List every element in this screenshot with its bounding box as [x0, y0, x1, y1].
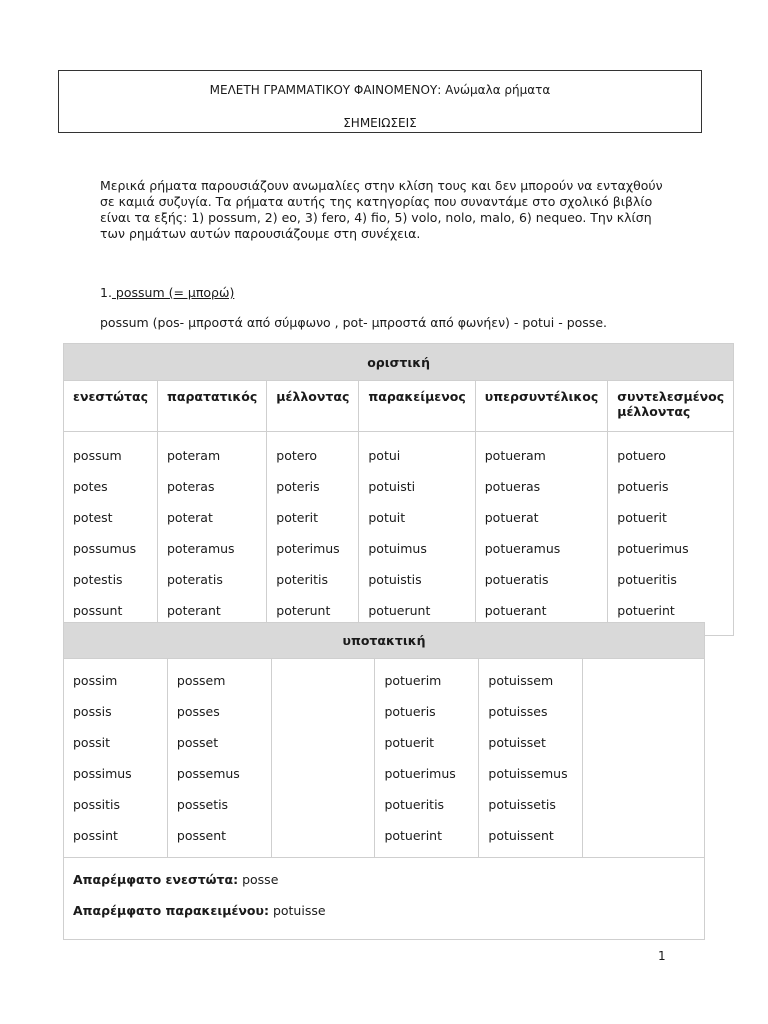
verb-form: potuimus: [368, 541, 427, 556]
verb-form: potuerit: [384, 735, 435, 750]
principal-parts: possum (pos- μπροστά από σύμφωνο , pot- μπροστά από φωνήεν) - potui - posse.: [100, 315, 607, 330]
verb-form: potuisses: [488, 704, 548, 719]
verb-form: potuerant: [484, 603, 547, 618]
verb-form: possemus: [176, 766, 240, 781]
intro-paragraph: [100, 178, 680, 242]
intro-line: σε καμιά συζυγία. Τα ρήματα αυτής της κατηγορίας που συναντάμε στο σχολικό βιβλίο: [100, 194, 653, 209]
verb-form: potueramus: [484, 541, 561, 556]
verb-form: poterit: [276, 510, 318, 525]
header-cell: παρατατικός: [157, 381, 266, 432]
section-heading: [100, 285, 234, 300]
indicative-forms-row: [64, 432, 734, 636]
section-number: 1.: [100, 285, 112, 300]
verb-form: possumus: [73, 541, 137, 556]
verb-form: potuerit: [617, 510, 667, 525]
indicative-band: οριστική: [64, 344, 734, 381]
verb-form: possint: [73, 828, 118, 843]
conjugation-cell: [267, 432, 359, 636]
document-title: ΜΕΛΕΤΗ ΓΡΑΜΜΑΤΙΚΟΥ ΦΑΙΝΟΜΕΝΟΥ: Ανώμαλα ρήματα: [209, 83, 551, 97]
header-cell: μέλλοντας: [267, 381, 359, 432]
verb-form: potueris: [617, 479, 669, 494]
empty-cell: [271, 659, 375, 858]
infinitives-cell: [64, 858, 705, 940]
verb-form: possim: [73, 673, 118, 688]
verb-form: potuisset: [488, 735, 546, 750]
present-infinitive-label: Απαρέμφατο ενεστώτα:: [73, 872, 239, 887]
verb-form: potui: [368, 448, 401, 463]
verb-form: potuerat: [484, 510, 539, 525]
verb-form: poterant: [166, 603, 221, 618]
verb-form: potuerim: [384, 673, 442, 688]
conjugation-cell: [167, 659, 271, 858]
verb-form: potest: [73, 510, 113, 525]
conjugation-cell: [157, 432, 266, 636]
verb-form: potero: [276, 448, 317, 463]
verb-form: potuerimus: [384, 766, 456, 781]
verb-form: potestis: [73, 572, 123, 587]
verb-form: potueras: [484, 479, 541, 494]
conjugation-cell: [359, 432, 475, 636]
verb-form: poterat: [166, 510, 213, 525]
present-infinitive: [73, 864, 695, 895]
verb-form: possimus: [73, 766, 132, 781]
conjugation-cell: [475, 432, 608, 636]
verb-form: possent: [176, 828, 227, 843]
header-cell: συντελεσμένος μέλλοντας: [608, 381, 734, 432]
verb-form: poteratis: [166, 572, 223, 587]
verb-form: possetis: [176, 797, 229, 812]
infinitives-row: [64, 858, 705, 940]
verb-form: poteris: [276, 479, 320, 494]
verb-form: potuerimus: [617, 541, 689, 556]
verb-form: potuissetis: [488, 797, 556, 812]
header-cell: υπερσυντέλικος: [475, 381, 608, 432]
verb-form: potuissent: [488, 828, 554, 843]
verb-form: poteram: [166, 448, 221, 463]
verb-form: possis: [73, 704, 112, 719]
verb-form: possit: [73, 735, 110, 750]
verb-form: potuit: [368, 510, 406, 525]
perfect-infinitive-label: Απαρέμφατο παρακειμένου:: [73, 903, 269, 918]
subjunctive-band: υποτακτική: [64, 623, 705, 659]
verb-form: potuero: [617, 448, 666, 463]
perfect-infinitive: [73, 895, 695, 926]
subjunctive-forms-row: [64, 659, 705, 858]
intro-line: των ρημάτων αυτών παρουσιάζουμε στη συνέχεια.: [100, 226, 421, 241]
verb-form: potuerint: [384, 828, 442, 843]
verb-form: potueratis: [484, 572, 549, 587]
verb-form: potueritis: [617, 572, 677, 587]
verb-form: potuissemus: [488, 766, 568, 781]
header-cell: παρακείμενος: [359, 381, 475, 432]
conjugation-cell: [375, 659, 479, 858]
conjugation-cell: [479, 659, 583, 858]
verb-form: poterunt: [276, 603, 331, 618]
header-cell: ενεστώτας: [64, 381, 158, 432]
verb-form: potueris: [384, 704, 436, 719]
intro-line: είναι τα εξής: 1) possum, 2) eo, 3) fero, 4) fio, 5) volo, nolo, malo, 6) nequeo. Την κλίση: [100, 210, 652, 225]
verb-form: potueritis: [384, 797, 445, 812]
conjugation-cell: [64, 432, 158, 636]
verb-form: potuistis: [368, 572, 422, 587]
perfect-infinitive-value: potuisse: [268, 903, 326, 918]
conjugation-cell: [64, 659, 168, 858]
title-box: [58, 70, 702, 133]
indicative-table: [63, 343, 734, 636]
present-infinitive-value: posse: [238, 872, 279, 887]
page-number: 1: [658, 949, 666, 963]
verb-form: posset: [176, 735, 219, 750]
verb-form: possum: [73, 448, 122, 463]
verb-form: poterimus: [276, 541, 340, 556]
subjunctive-table: [63, 622, 705, 940]
verb-form: potuisti: [368, 479, 416, 494]
document-subtitle: ΣΗΜΕΙΩΣΕΙΣ: [343, 116, 417, 130]
verb-form: potuissem: [488, 673, 554, 688]
tense-header-row: [64, 381, 734, 432]
verb-form: poteras: [166, 479, 215, 494]
intro-line: Μερικά ρήματα παρουσιάζουν ανωμαλίες στην κλίση τους και δεν μπορούν να ενταχθούν: [100, 178, 663, 193]
verb-form: possunt: [73, 603, 123, 618]
verb-form: posses: [176, 704, 220, 719]
verb-form: potuerunt: [368, 603, 431, 618]
verb-form: potuerint: [617, 603, 675, 618]
verb-form: possem: [176, 673, 226, 688]
conjugation-cell: [608, 432, 734, 636]
verb-form: potes: [73, 479, 108, 494]
verb-form: possitis: [73, 797, 120, 812]
verb-form: potueram: [484, 448, 546, 463]
verb-form: poteritis: [276, 572, 328, 587]
section-title: possum (= μπορώ): [111, 285, 235, 300]
empty-cell: [583, 659, 705, 858]
verb-form: poteramus: [166, 541, 235, 556]
